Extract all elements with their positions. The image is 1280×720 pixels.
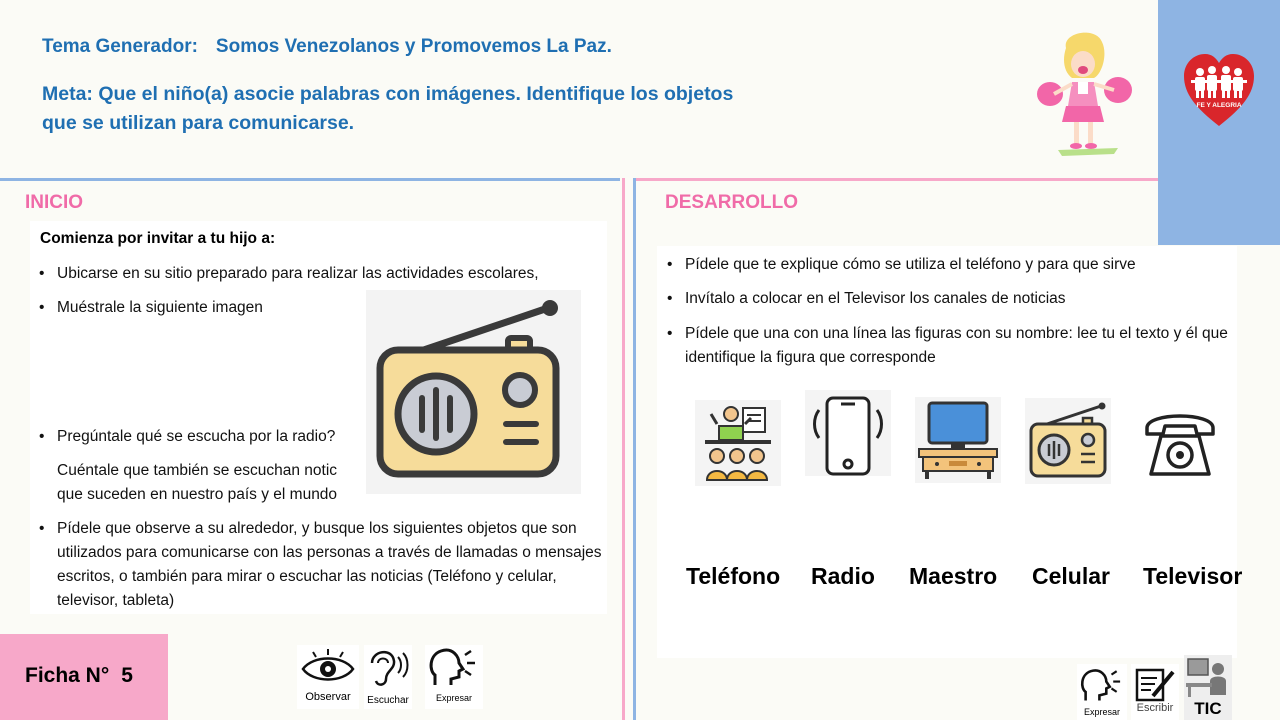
radio-icon	[1025, 398, 1111, 484]
computer-user-icon	[1184, 655, 1232, 699]
divider-pink-vertical	[622, 178, 625, 720]
word-label: Televisor	[1143, 563, 1243, 589]
word-label: Teléfono	[686, 563, 781, 589]
desarrollo-title: DESARROLLO	[665, 192, 798, 213]
divider-blue-top	[0, 178, 620, 181]
ficha-number: 5	[121, 664, 133, 687]
eye-icon	[297, 645, 359, 689]
ficha-text: Ficha N°	[25, 664, 110, 687]
radio-icon	[366, 290, 581, 494]
inicio-title: INICIO	[25, 192, 84, 213]
skill-label: Expresar	[1083, 707, 1120, 717]
speaking-head-icon	[1077, 664, 1127, 706]
inicio-bullet: • Pídele que observe a su alrededor, y busque los siguientes objetos que son utilizados para comunicarse con las personas a través de llamadas o mensajes escritos, o también para mirar o escuchar las noticias (Teléfono y celular, televisor, tableta)	[57, 517, 602, 613]
expresar-skill	[425, 645, 483, 709]
teacher-icon	[695, 400, 781, 486]
word-label: Radio	[811, 563, 875, 589]
skill-label: Observar	[305, 691, 351, 703]
cellphone-icon	[805, 390, 891, 476]
ear-icon	[364, 645, 412, 689]
word-label: Maestro	[909, 563, 998, 589]
speaking-head-icon	[425, 645, 483, 689]
inicio-bullet: • Cuéntale que también se escuchan notic	[57, 459, 362, 483]
escribir-skill	[1131, 664, 1179, 720]
ficha-label	[25, 664, 133, 688]
theme-heading	[42, 36, 612, 58]
fe-y-alegria-logo	[1182, 52, 1256, 128]
writing-icon	[1131, 664, 1179, 702]
skill-label: Escribir	[1136, 702, 1174, 714]
theme-label: Tema Generador:	[42, 36, 198, 57]
logo-text: FE Y ALEGRIA	[1196, 102, 1242, 109]
observar-skill	[297, 645, 359, 709]
desarrollo-bullet: • Pídele que te explique cómo se utiliza el teléfono y para que sirve	[685, 253, 1230, 277]
inicio-bullet: • Muéstrale la siguiente imagen	[57, 296, 357, 320]
telephone-icon	[1137, 398, 1223, 484]
desarrollo-bullet: • Pídele que una con una línea las figuras con su nombre: lee tu el texto y él que identifique la figura que corresponde	[685, 322, 1233, 370]
expresar-skill	[1077, 664, 1127, 720]
inicio-bullet: • Ubicarse en su sitio preparado para realizar las actividades escolares,	[57, 262, 602, 286]
television-icon	[915, 397, 1001, 483]
goal-text: Meta: Que el niño(a) asocie palabras con imágenes. Identifique los objetos que se utilizan para comunicarse.	[42, 83, 734, 134]
theme-value: Somos Venezolanos y Promovemos La Paz.	[215, 36, 612, 57]
skill-label: Escuchar	[367, 695, 409, 706]
divider-pink-top	[636, 178, 1158, 181]
skill-label: Expresar	[435, 693, 472, 703]
divider-blue-vertical	[633, 178, 636, 720]
escuchar-skill	[364, 645, 412, 709]
inicio-bullet: • Pregúntale qué se escucha por la radio?	[57, 425, 362, 449]
inicio-intro: Comienza por invitar a tu hijo a:	[40, 230, 276, 247]
desarrollo-bullet: • Invítalo a colocar en el Televisor los canales de noticias	[685, 287, 1230, 311]
cheerleader-illustration	[1036, 28, 1132, 158]
tic-skill	[1184, 655, 1232, 720]
inicio-bullet-continuation: que suceden en nuestro país y el mundo	[57, 486, 338, 503]
skill-label: TIC	[1194, 699, 1222, 718]
word-label: Celular	[1032, 563, 1110, 589]
